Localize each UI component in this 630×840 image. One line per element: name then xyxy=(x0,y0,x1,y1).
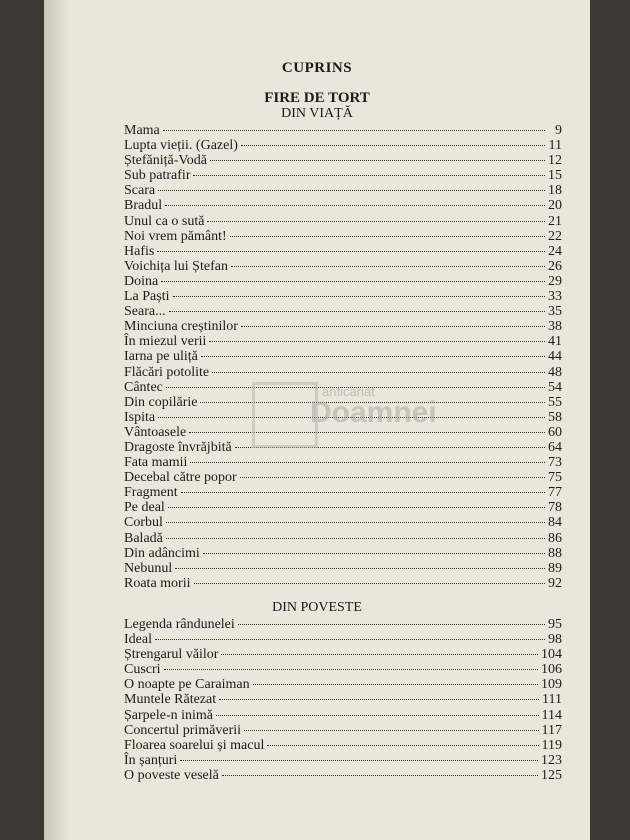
toc-entry xyxy=(124,470,562,485)
toc-entry-page: 58 xyxy=(548,409,562,425)
toc-entry xyxy=(124,198,562,213)
toc-leader-dots xyxy=(201,356,545,357)
toc-entry-title: Doina xyxy=(124,273,159,289)
toc-leader-dots xyxy=(164,669,538,670)
toc-leader-dots xyxy=(219,699,539,700)
toc-entry-page: 78 xyxy=(548,500,562,516)
toc-entry xyxy=(124,561,562,576)
toc-leader-dots xyxy=(193,175,545,176)
toc-entry-title: În șanțuri xyxy=(124,752,178,768)
toc-leader-dots xyxy=(165,205,545,206)
toc-entry xyxy=(124,738,562,753)
toc-leader-dots xyxy=(158,190,545,191)
toc-entry xyxy=(124,632,562,647)
toc-entry xyxy=(124,617,562,632)
toc-leader-dots xyxy=(166,538,545,539)
toc-entry-page: 12 xyxy=(548,153,562,169)
toc-entry-page: 33 xyxy=(548,289,562,305)
toc-entry-page: 114 xyxy=(541,707,562,723)
toc-entry xyxy=(124,576,562,591)
toc-entry-page: 21 xyxy=(548,213,562,229)
watermark-brand: Doamnei xyxy=(310,396,437,429)
toc-entry xyxy=(124,229,562,244)
toc-entry-page: 54 xyxy=(548,379,562,395)
toc-entry-title: Ștefăniță-Vodă xyxy=(124,153,207,169)
toc-entry xyxy=(124,692,562,707)
toc-entry-title: Cântec xyxy=(124,379,163,395)
toc-entry-title: Baladă xyxy=(124,530,163,546)
toc-entry-title: Nebunul xyxy=(124,560,173,576)
toc-entry xyxy=(124,168,562,183)
toc-entry-page: 73 xyxy=(548,455,562,471)
toc-entry-page: 86 xyxy=(548,530,562,546)
toc-entry-title: Lupta vieții. (Gazel) xyxy=(124,138,238,154)
toc-entry xyxy=(124,546,562,561)
toc-leader-dots xyxy=(238,624,545,625)
toc-entry-page: 109 xyxy=(541,677,562,693)
section-title: FIRE DE TORT xyxy=(264,90,370,106)
toc-leader-dots xyxy=(203,553,545,554)
toc-entry-title: Sub patrafir xyxy=(124,168,191,184)
toc-entry-page: 24 xyxy=(548,243,562,259)
toc-entry-title: Floarea soarelui și macul xyxy=(124,737,265,753)
toc-entry xyxy=(124,304,562,319)
toc-entry-page: 44 xyxy=(548,349,562,365)
toc-leader-dots xyxy=(212,372,545,373)
toc-leader-dots xyxy=(244,730,538,731)
toc-leader-dots xyxy=(168,507,545,508)
toc-entry-title: O noapte pe Caraiman xyxy=(124,677,250,693)
toc-leader-dots xyxy=(173,296,546,297)
toc-entry-page: 20 xyxy=(548,198,562,214)
toc-entry-title: Minciuna creștinilor xyxy=(124,319,238,335)
toc-entry-title: O poveste veselă xyxy=(124,767,219,783)
toc-entry-page: 117 xyxy=(541,722,562,738)
toc-entry xyxy=(124,753,562,768)
toc-entry xyxy=(124,214,562,229)
toc-entry xyxy=(124,500,562,515)
toc-entry-page: 77 xyxy=(548,485,562,501)
toc-entry-title: Noi vrem pământ! xyxy=(124,228,227,244)
toc-entry-page: 88 xyxy=(548,545,562,561)
toc-entry xyxy=(124,123,562,138)
toc-entry-page: 60 xyxy=(548,424,562,440)
toc-entry-page: 38 xyxy=(548,319,562,335)
toc-entry-title: La Paști xyxy=(124,289,170,305)
toc-entry xyxy=(124,138,562,153)
toc-entry-title: Fragment xyxy=(124,485,178,501)
toc-leader-dots xyxy=(210,160,545,161)
toc-entry xyxy=(124,349,562,364)
toc-entry-page: 55 xyxy=(548,394,562,410)
watermark-top-text: anticariat xyxy=(322,384,375,399)
toc-entry-title: Ideal xyxy=(124,632,152,648)
toc-leader-dots xyxy=(230,236,545,237)
toc-entry xyxy=(124,515,562,530)
book-page xyxy=(44,0,590,840)
toc-entry-title: Decebal către popor xyxy=(124,470,237,486)
toc-entry xyxy=(124,274,562,289)
toc-entry-page: 15 xyxy=(548,168,562,184)
toc-leader-dots xyxy=(231,266,545,267)
toc-entry-title: Legenda rândunelei xyxy=(124,617,235,632)
toc-leader-dots xyxy=(190,462,545,463)
toc-entry-page: 89 xyxy=(548,560,562,576)
toc-leader-dots xyxy=(209,341,545,342)
toc-entry-title: În miezul verii xyxy=(124,334,207,350)
toc-entry-title: Mama xyxy=(124,123,160,138)
toc-entry-page: 75 xyxy=(548,470,562,486)
page-gutter xyxy=(44,0,70,840)
toc-entry-title: Roata morii xyxy=(124,575,191,591)
toc-entry xyxy=(124,768,562,783)
toc-entry xyxy=(124,183,562,198)
section-subtitle-din-viata: DIN VIAȚĂ xyxy=(281,106,353,121)
toc-entry-title: Scara xyxy=(124,183,156,199)
toc-entry-page: 106 xyxy=(541,662,562,678)
toc-entry xyxy=(124,365,562,380)
toc-entry-page: 111 xyxy=(542,692,562,708)
toc-entry-title: Pe deal xyxy=(124,500,165,516)
toc-entry-page: 104 xyxy=(541,647,562,663)
toc-leader-dots xyxy=(222,775,538,776)
toc-leader-dots xyxy=(175,568,545,569)
toc-leader-dots xyxy=(207,221,545,222)
toc-leader-dots xyxy=(267,745,538,746)
toc-entry-page: 48 xyxy=(548,364,562,380)
toc-entry-title: Unul ca o sută xyxy=(124,213,205,229)
toc-entry xyxy=(124,662,562,677)
toc-entry-page: 35 xyxy=(548,304,562,320)
toc-leader-dots xyxy=(157,251,545,252)
toc-entry-page: 29 xyxy=(548,273,562,289)
toc-entry xyxy=(124,708,562,723)
toc-entry-title: Fata mamii xyxy=(124,455,188,471)
toc-entry-title: Corbul xyxy=(124,515,163,531)
toc-leader-dots xyxy=(180,760,538,761)
toc-leader-dots xyxy=(155,639,545,640)
toc-entry xyxy=(124,259,562,274)
toc-leader-dots xyxy=(181,492,545,493)
toc-leader-dots xyxy=(194,583,546,584)
toc-leader-dots xyxy=(163,130,545,131)
toc-entry-page: 125 xyxy=(541,767,562,783)
toc-leader-dots xyxy=(241,326,545,327)
toc-entry-title: Iarna pe uliță xyxy=(124,349,198,365)
toc-entry xyxy=(124,677,562,692)
toc-entry-title: Dragoste învrăjbită xyxy=(124,439,232,455)
toc-entry xyxy=(124,531,562,546)
toc-entry-page: 18 xyxy=(548,183,562,199)
toc-entry-page: 41 xyxy=(548,334,562,350)
toc-list-din-viata xyxy=(124,123,562,591)
watermark xyxy=(252,380,472,450)
section-subtitle-din-poveste: DIN POVESTE xyxy=(272,600,362,615)
toc-entry xyxy=(124,244,562,259)
toc-entry-page: 95 xyxy=(548,617,562,632)
toc-entry-page: 11 xyxy=(548,138,562,154)
toc-entry xyxy=(124,153,562,168)
page-title: CUPRINS xyxy=(281,60,353,76)
toc-entry-title: Șarpele-n inimă xyxy=(124,707,214,723)
toc-entry-page: 123 xyxy=(541,752,562,768)
toc-leader-dots xyxy=(240,477,545,478)
toc-entry-page: 22 xyxy=(548,228,562,244)
watermark-logo-icon xyxy=(252,382,318,448)
toc-entry xyxy=(124,485,562,500)
toc-entry xyxy=(124,334,562,349)
toc-entry-title: Muntele Rătezat xyxy=(124,692,217,708)
toc-leader-dots xyxy=(216,715,538,716)
toc-entry xyxy=(124,289,562,304)
toc-entry-title: Seara... xyxy=(124,304,166,320)
toc-leader-dots xyxy=(241,145,545,146)
toc-entry-title: Concertul primăverii xyxy=(124,722,242,738)
toc-entry-title: Ispita xyxy=(124,409,156,425)
toc-entry xyxy=(124,647,562,662)
toc-entry-page: 26 xyxy=(548,258,562,274)
toc-entry xyxy=(124,319,562,334)
toc-entry-page: 119 xyxy=(541,737,562,753)
toc-leader-dots xyxy=(169,311,545,312)
toc-entry-title: Flăcări potolite xyxy=(124,364,210,380)
toc-leader-dots xyxy=(166,522,545,523)
toc-leader-dots xyxy=(253,684,538,685)
toc-entry-title: Din adâncimi xyxy=(124,545,200,561)
toc-entry-page: 64 xyxy=(548,439,562,455)
toc-entry-title: Hafis xyxy=(124,243,155,259)
toc-leader-dots xyxy=(161,281,545,282)
toc-leader-dots xyxy=(221,654,538,655)
toc-entry-page: 9 xyxy=(555,123,562,138)
toc-entry-title: Din copilărie xyxy=(124,394,198,410)
toc-entry-title: Bradul xyxy=(124,198,163,214)
toc-entry-title: Cuscri xyxy=(124,662,161,678)
toc-entry-page: 98 xyxy=(548,632,562,648)
toc-entry-page: 92 xyxy=(548,575,562,591)
toc-entry-title: Ștrengarul văilor xyxy=(124,647,219,663)
toc-entry-page: 84 xyxy=(548,515,562,531)
toc-entry-title: Vântoasele xyxy=(124,424,187,440)
toc-entry xyxy=(124,723,562,738)
toc-entry xyxy=(124,455,562,470)
toc-entry-title: Voichița lui Ștefan xyxy=(124,258,228,274)
toc-list-din-poveste xyxy=(124,617,562,783)
